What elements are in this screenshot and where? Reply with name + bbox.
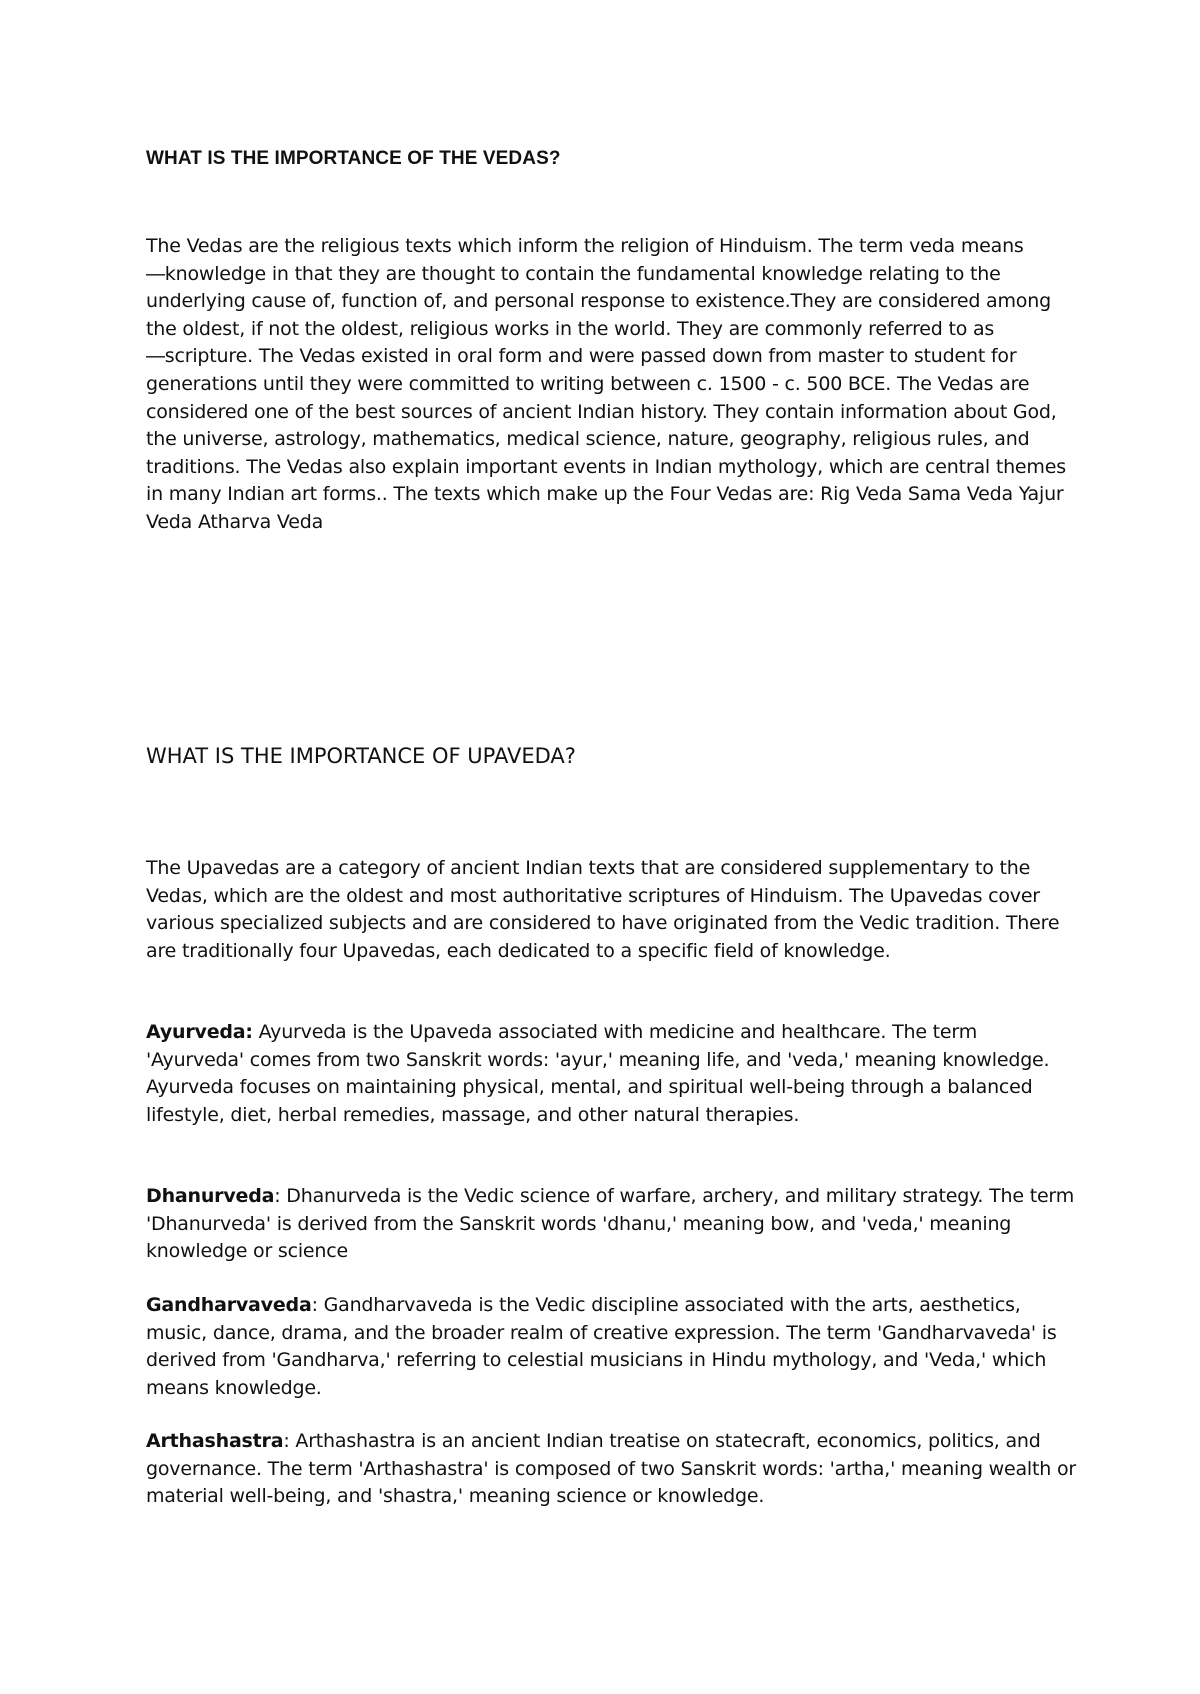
vedas-heading: WHAT IS THE IMPORTANCE OF THE VEDAS? bbox=[146, 148, 561, 169]
dhanurveda-term: Dhanurveda bbox=[146, 1185, 275, 1207]
upaveda-intro-paragraph: The Upavedas are a category of ancient Indian texts that are considered supplementary to the Vedas, which are the oldest and most authoritative scriptures of Hinduism. The Upavedas cover various specialized subjects and are considered to have originated from the Vedic tradition. There are traditionally four Upavedas, each dedicated to a specific field of knowledge. bbox=[146, 857, 1060, 962]
dhanurveda-paragraph bbox=[146, 1183, 1076, 1266]
arthashastra-paragraph bbox=[146, 1428, 1076, 1511]
dhanurveda-description: : Dhanurveda is the Vedic science of warfare, archery, and military strategy. The term 'Dhanurveda' is derived from the Sanskrit words 'dhanu,' meaning bow, and 'veda,' meaning knowledge or science bbox=[146, 1185, 1075, 1263]
gandharvaveda-paragraph bbox=[146, 1292, 1076, 1402]
vedas-paragraph: The Vedas are the religious texts which inform the religion of Hinduism. The term veda means ―knowledge in that they are thought to contain the fundamental knowledge relating to the underlying cause of, function of, and personal response to existence.They are considered among the oldest, if not the oldest, religious works in the world. They are commonly referred to as ―scripture. The Vedas existed in oral form and were passed down from master to student for generations until they were committed to writing between c. 1500 - c. 500 BCE. The Vedas are considered one of the best sources of ancient Indian history. They contain information about God, the universe, astrology, mathematics, medical science, nature, geography, religious rules, and traditions. The Vedas also explain important events in Indian mythology, which are central themes in many Indian art forms.. The texts which make up the Four Vedas are: Rig Veda Sama Veda Yajur Veda Atharva Veda bbox=[146, 235, 1066, 533]
arthashastra-term: Arthashastra bbox=[146, 1430, 284, 1452]
arthashastra-description: : Arthashastra is an ancient Indian treatise on statecraft, economics, politics, and governance. The term 'Arthashastra' is composed of two Sanskrit words: 'artha,' meaning wealth or material well-being, and 'shastra,' meaning science or knowledge. bbox=[146, 1430, 1076, 1508]
gandharvaveda-term: Gandharvaveda bbox=[146, 1294, 312, 1316]
ayurveda-description: Ayurveda is the Upaveda associated with medicine and healthcare. The term 'Ayurveda' comes from two Sanskrit words: 'ayur,' meaning life, and 'veda,' meaning knowledge. Ayurveda focuses on maintaining physical, mental, and spiritual well-being through a balanced lifestyle, diet, herbal remedies, massage, and other natural therapies. bbox=[146, 1021, 1050, 1126]
ayurveda-term: Ayurveda: bbox=[146, 1021, 253, 1043]
ayurveda-paragraph bbox=[146, 1019, 1076, 1129]
upaveda-heading: WHAT IS THE IMPORTANCE OF UPAVEDA? bbox=[146, 744, 576, 768]
gandharvaveda-description: : Gandharvaveda is the Vedic discipline associated with the arts, aesthetics, music, dance, drama, and the broader realm of creative expression. The term 'Gandharvaveda' is derived from 'Gandharva,' referring to celestial musicians in Hindu mythology, and 'Veda,' which means knowledge. bbox=[146, 1294, 1057, 1399]
